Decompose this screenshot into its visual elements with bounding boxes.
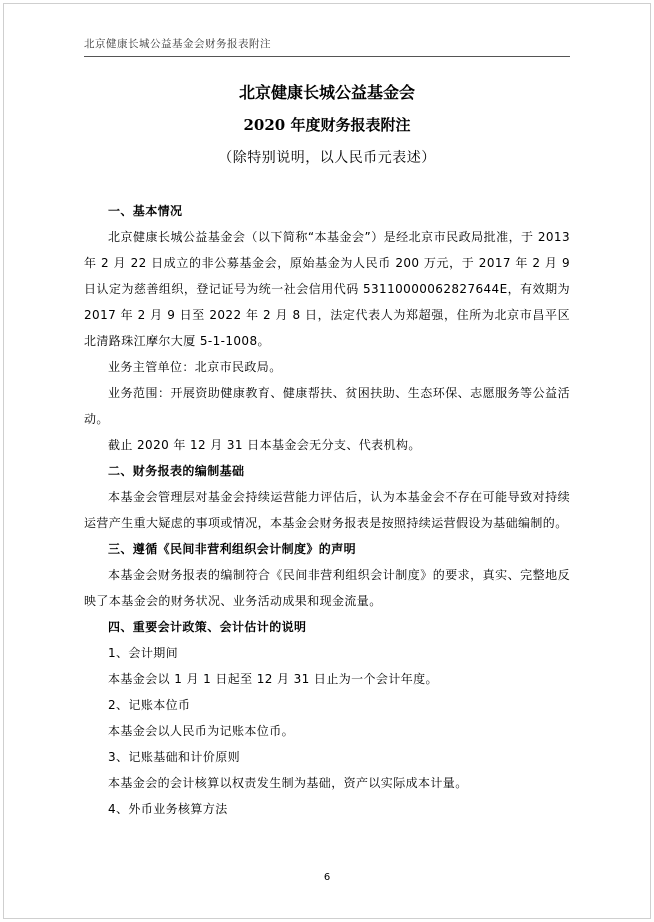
paragraph-business-scope: 业务范围：开展资助健康教育、健康帮扶、贫困扶助、生态环保、志愿服务等公益活动。 (84, 386, 570, 426)
page-number: 6 (323, 872, 331, 883)
subheading-accounting-basis: 3、记账基础和计价原则 (108, 750, 241, 764)
document-title: 北京健康长城公益基金会 (238, 83, 415, 102)
currency-note: （除特别说明，以人民币元表述） (218, 150, 436, 166)
document-subtitle: 2020 年度财务报表附注 (243, 116, 411, 134)
section-heading-basis: 二、财务报表的编制基础 (108, 464, 245, 478)
document-body (84, 198, 570, 822)
subheading-foreign-currency: 4、外币业务核算方法 (108, 802, 228, 816)
paragraph-supervisor: 业务主管单位：北京市民政局。 (108, 360, 282, 374)
header-rule (84, 56, 570, 57)
paragraph-currency: 本基金会以人民币为记账本位币。 (108, 724, 295, 738)
section-heading-policies: 四、重要会计政策、会计估计的说明 (108, 620, 307, 634)
subheading-currency: 2、记账本位币 (108, 698, 191, 712)
running-header: 北京健康长城公益基金会财务报表附注 (84, 38, 271, 50)
section-heading-compliance: 三、遵循《民间非营利组织会计制度》的声明 (108, 542, 357, 556)
paragraph-accounting-period: 本基金会以 1 月 1 日起至 12 月 31 日止为一个会计年度。 (108, 672, 438, 686)
paragraph-basis: 本基金会管理层对基金会持续运营能力评估后，认为本基金会不存在可能导致对持续运营产生重大疑虑的事项或情况，本基金会财务报表是按照持续运营假设为基础编制的。 (84, 490, 570, 530)
paragraph-compliance: 本基金会财务报表的编制符合《民间非营利组织会计制度》的要求，真实、完整地反映了本基金会的财务状况、业务活动成果和现金流量。 (84, 568, 570, 608)
subheading-accounting-period: 1、会计期间 (108, 646, 179, 660)
paragraph-basic-info: 北京健康长城公益基金会（以下简称“本基金会”）是经北京市民政局批准，于 2013 年 2 月 22 日成立的非公募基金会，原始基金为人民币 200 万元，于 2017 年 2 月 9 日认定为慈善组织，登记证号为统一社会信用代码 53110000062827644E，有效期为 2017 年 2 月 9 日至 2022 年 2 月 8 日，法定代表人为郑超强，住所为北京市昌平区北清路珠江摩尔大厦 5-1-1008。 (84, 230, 570, 348)
paragraph-accounting-basis: 本基金会的会计核算以权责发生制为基础，资产以实际成本计量。 (108, 776, 468, 790)
paragraph-branches: 截止 2020 年 12 月 31 日本基金会无分支、代表机构。 (108, 438, 421, 452)
section-heading-basic-info: 一、基本情况 (108, 204, 183, 218)
